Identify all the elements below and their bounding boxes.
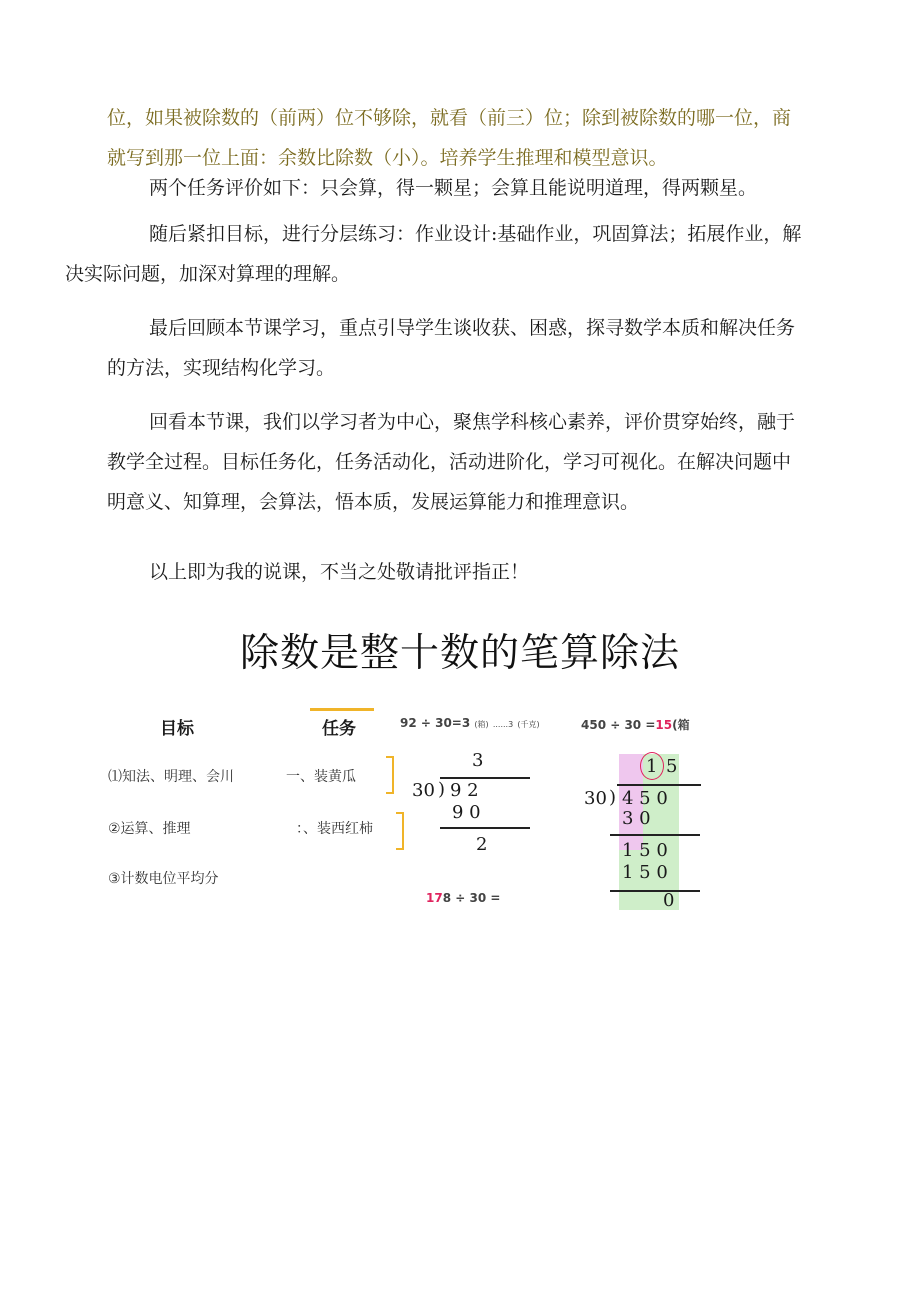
equation-1-remainder: ......3: [492, 720, 514, 729]
div2-partial: 1 5 0: [622, 840, 668, 861]
paragraph-4: [107, 308, 839, 388]
div1-product: 9 0: [452, 802, 481, 823]
paragraph-line: 就写到那一位上面：余数比除数（小）。培养学生推理和模型意识。: [107, 147, 668, 169]
div2-product-1: 3 0: [622, 808, 651, 829]
task-item: ：、装西红柿: [296, 821, 373, 837]
div1-bar: [440, 777, 530, 779]
board-design: [100, 700, 740, 920]
paragraph-line: 回看本节课，我们以学习者为中心，聚焦学科核心素养，评价贯穿始终，融于: [149, 411, 796, 433]
div2-dividend: 4 5 0: [622, 788, 668, 809]
paragraph-line: 随后紧扣目标，进行分层练习：作业设计:基础作业，巩固算法；拓展作业，解: [149, 223, 802, 245]
paragraph-line: 教学全过程。目标任务化，任务活动化，活动进阶化，学习可视化。在解决问题中: [107, 451, 792, 473]
equation-1-unit: (千克): [517, 720, 540, 729]
paragraph-line: 以上即为我的说课，不当之处敬请批评指正！: [149, 561, 530, 583]
paragraph-5: [107, 402, 839, 522]
div2-product-2: 1 5 0: [622, 862, 668, 883]
goal-item: ③计数电位平均分: [108, 871, 219, 887]
div2-bar: [617, 784, 701, 786]
div2-quotient-first: 1: [646, 756, 658, 777]
goal-item: ⑴知法、明理、会川: [108, 769, 234, 785]
paragraph-3: [65, 214, 839, 294]
div1-divisor: 30: [412, 780, 435, 801]
div2-remainder: 0: [663, 890, 675, 911]
task-bracket: [386, 756, 394, 794]
board-title: 除数是整十数的笔算除法: [239, 631, 680, 676]
equation-2-unit: (箱: [672, 718, 690, 732]
div1-bracket: ): [438, 779, 446, 800]
equation-1-main: 92 ÷ 30=3: [400, 716, 471, 730]
div1-remainder: 2: [476, 834, 488, 855]
tasks-header-underline: [310, 708, 374, 711]
paragraph-line: 位，如果被除数的（前两）位不够除，就看（前三）位；除到被除数的哪一位，商: [107, 107, 792, 129]
task-item: 一、装黄瓜: [286, 769, 356, 785]
div2-bracket: ): [609, 787, 617, 808]
equation-3-main: 8 ÷ 30 =: [442, 891, 501, 905]
task-bracket: [396, 812, 404, 850]
div2-divisor: 30: [584, 788, 607, 809]
div1-line: [440, 827, 530, 829]
goals-header: 目标: [160, 719, 194, 739]
equation-1-unit: (箱): [474, 720, 489, 729]
div2-line: [610, 890, 700, 892]
equation-2: [581, 716, 690, 733]
paragraph-2: [107, 168, 839, 208]
paragraph-line: 最后回顾本节课学习，重点引导学生谈收获、困惑，探寻数学本质和解决任务: [149, 317, 796, 339]
div2-quotient-rest: 5: [666, 756, 678, 777]
paragraph-line: 决实际问题，加深对算理的理解。: [65, 263, 351, 285]
div1-quotient: 3: [472, 750, 484, 771]
paragraph-line: 两个任务评价如下：只会算，得一颗星；会算且能说明道理，得两颗星。: [149, 177, 758, 199]
paragraph-6: [107, 552, 839, 592]
equation-3: [426, 891, 500, 905]
div2-line: [610, 834, 700, 836]
paragraph-line: 明意义、知算理，会算法，悟本质，发展运算能力和推理意识。: [107, 491, 640, 513]
goal-item: ②运算、推理: [108, 821, 191, 837]
equation-2-answer: 15: [655, 718, 673, 732]
tasks-header: 任务: [322, 719, 356, 739]
equation-2-main: 450 ÷ 30 =: [581, 718, 656, 732]
div1-dividend: 9 2: [450, 780, 479, 801]
equation-1: [400, 716, 540, 730]
equation-3-red-digits: 17: [426, 891, 443, 905]
paragraph-1: [107, 98, 839, 178]
paragraph-line: 的方法，实现结构化学习。: [107, 357, 336, 379]
